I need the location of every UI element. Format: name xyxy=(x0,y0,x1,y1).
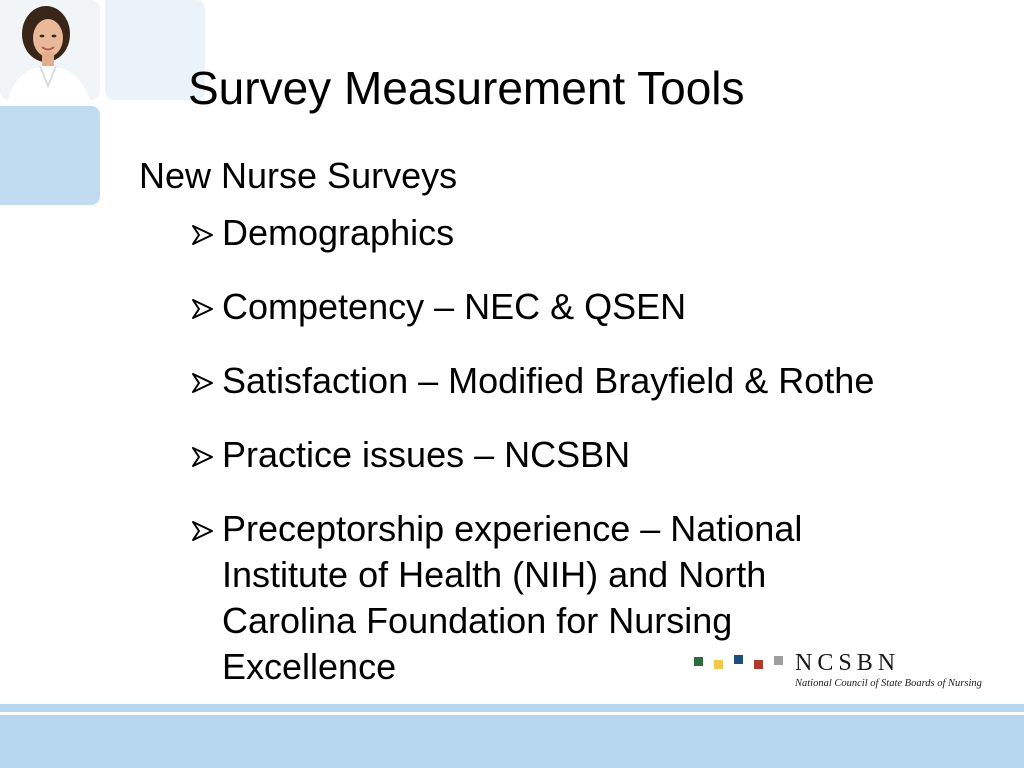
decorative-tile-blue xyxy=(0,106,100,205)
slide-title: Survey Measurement Tools xyxy=(188,62,745,114)
footer-band-line xyxy=(0,704,1024,712)
bullet-text: Preceptorship experience – National Institute of Health (NIH) and North Carolina Foundation for Nursing Excellence xyxy=(222,508,803,687)
nurse-portrait-image xyxy=(0,0,100,100)
arrow-bullet-icon xyxy=(190,446,216,468)
logo-wordmark: NCSBN xyxy=(795,650,901,676)
bullet-text: Satisfaction – Modified Brayfield & Rothe xyxy=(222,360,875,401)
ncsbn-logo xyxy=(692,652,982,692)
bullet-text: Competency – NEC & QSEN xyxy=(222,286,687,327)
logo-square-green xyxy=(694,657,703,666)
bullet-item-satisfaction xyxy=(188,358,968,404)
logo-square-yellow xyxy=(714,660,723,669)
logo-square-navy xyxy=(734,655,743,664)
arrow-bullet-icon xyxy=(190,372,216,394)
bullet-item-competency xyxy=(188,284,968,330)
logo-square-gray xyxy=(774,656,783,665)
nurse-photo xyxy=(0,0,100,100)
bullet-item-practice-issues xyxy=(188,432,968,478)
slide-subheading: New Nurse Surveys xyxy=(139,155,458,196)
bullet-list xyxy=(188,210,968,718)
arrow-bullet-icon xyxy=(190,298,216,320)
logo-square-red xyxy=(754,660,763,669)
bullet-text: Demographics xyxy=(222,212,455,253)
arrow-bullet-icon xyxy=(190,224,216,246)
bullet-item-demographics xyxy=(188,210,968,256)
arrow-bullet-icon xyxy=(190,520,216,542)
bullet-text: Practice issues – NCSBN xyxy=(222,434,631,475)
logo-tagline: National Council of State Boards of Nursing xyxy=(795,678,982,689)
footer-band xyxy=(0,715,1024,768)
